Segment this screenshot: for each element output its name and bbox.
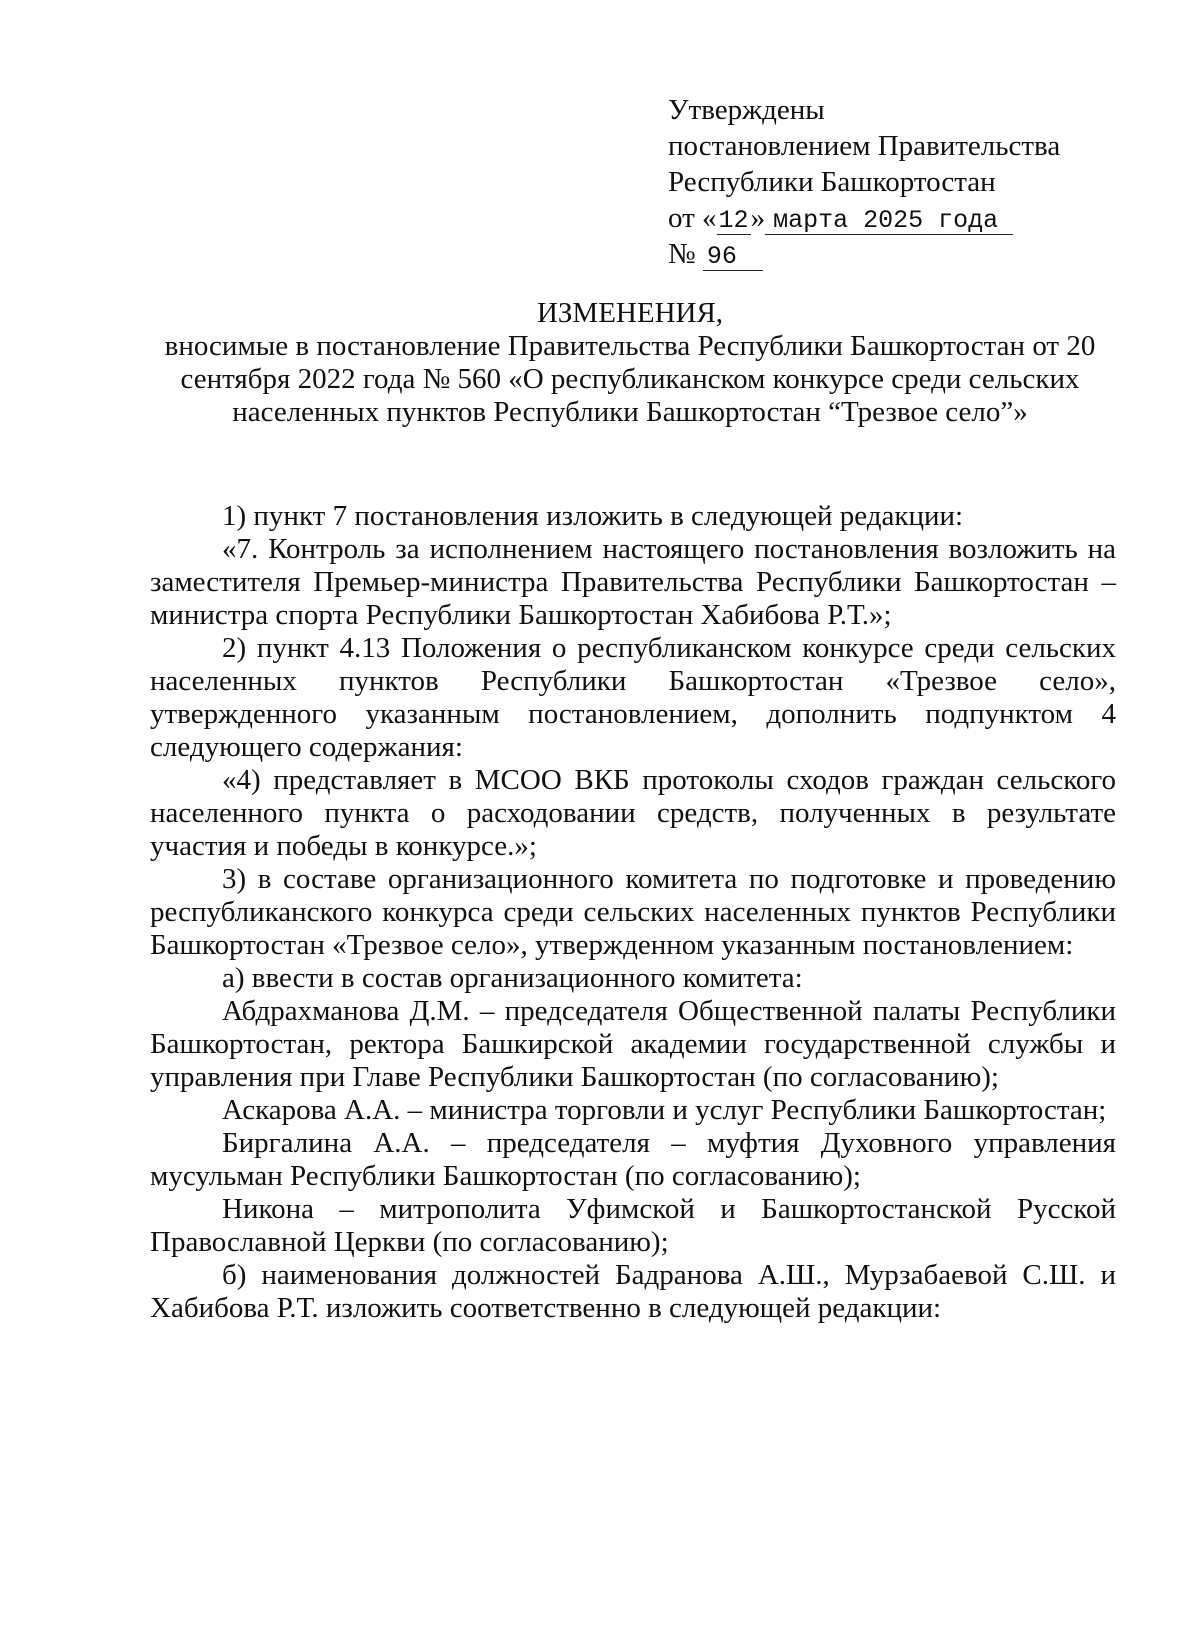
paragraph-8: Аскарова А.А. – министра торговли и услуг Республики Башкортостан;: [222, 1094, 1107, 1126]
number-field: 96: [703, 244, 763, 271]
paragraph-6: а) ввести в состав организационного комитета:: [222, 962, 803, 994]
number-prefix: №: [668, 238, 696, 270]
approval-date-line: [668, 200, 1088, 236]
approval-line-3: Республики Башкортостан: [668, 166, 996, 198]
approval-number-line: [668, 236, 1088, 272]
document-body: [150, 500, 1116, 1325]
approval-stamp: [668, 92, 1088, 272]
document-title: ИЗМЕНЕНИЯ,: [536, 297, 724, 329]
paragraph-7: Абдрахманова Д.М. – председателя Общественной палаты Республики Башкортостан, ректора Башкирской академии государственной службы и управления при Главе Республики Башкортостан (по согласованию);: [150, 995, 1116, 1093]
paragraph-10: Никона – митрополита Уфимской и Башкортостанской Русской Православной Церкви (по согласованию);: [150, 1193, 1116, 1258]
date-mid: »: [750, 202, 766, 234]
paragraph-9: Биргалина А.А. – председателя – муфтия Духовного управления мусульман Республики Башкортостан (по согласованию);: [150, 1127, 1116, 1192]
paragraph-2: «7. Контроль за исполнением настоящего постановления возложить на заместителя Премьер-министра Правительства Республики Башкортостан – министра спорта Республики Башкортостан Хабибова Р.Т.»;: [150, 533, 1116, 631]
document-heading: [150, 297, 1110, 429]
paragraph-1: 1) пункт 7 постановления изложить в следующей редакции:: [222, 500, 964, 532]
document-subtitle: вносимые в постановление Правительства Республики Башкортостан от 20 сентября 2022 года № 560 «О республиканском конкурсе среди сельских населенных пунктов Республики Башкортостан “Трезвое село”»: [164, 330, 1096, 428]
date-day-field: 12: [718, 206, 749, 235]
approval-line-1: Утверждены: [668, 94, 825, 126]
paragraph-5: 3) в составе организационного комитета по подготовке и проведению республиканского конкурса среди сельских населенных пунктов Республики Башкортостан «Трезвое село», утвержденном указанным постановлением:: [150, 863, 1116, 961]
approval-line-2: постановлением Правительства: [668, 130, 1061, 162]
paragraph-3: 2) пункт 4.13 Положения о республиканском конкурсе среди сельских населенных пунктов Республики Башкортостан «Трезвое село», утвержденного указанным постановлением, дополнить подпунктом 4 следующего содержания:: [150, 632, 1116, 763]
paragraph-11: б) наименования должностей Бадранова А.Ш., Мурзабаевой С.Ш. и Хабибова Р.Т. изложить соответственно в следующей редакции:: [150, 1259, 1116, 1324]
date-month-year-field: марта 2025 года: [765, 208, 1013, 235]
date-prefix: от «: [668, 202, 717, 234]
paragraph-4: «4) представляет в МСОО ВКБ протоколы сходов граждан сельского населенного пункта о расходовании средств, полученных в результате участия и победы в конкурсе.»;: [150, 764, 1116, 862]
